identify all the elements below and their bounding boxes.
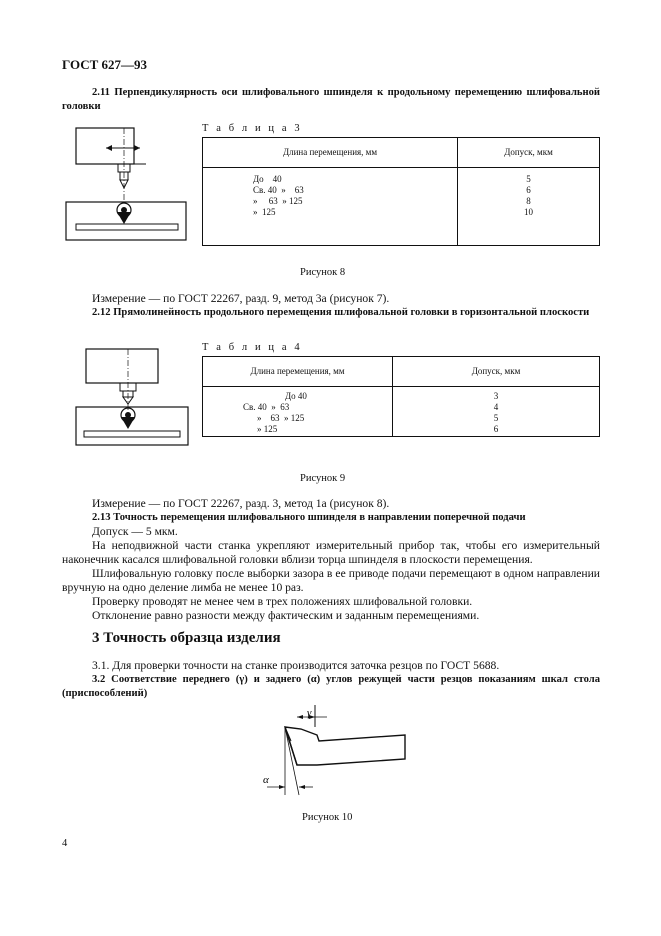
table-row: 6: [493, 424, 499, 434]
section-3-heading: 3 Точность образца изделия: [92, 630, 281, 646]
table-row: 6: [526, 185, 531, 195]
measurement-2-12: Измерение — по ГОСТ 22267, разд. 3, метод 1а (рисунок 8).: [92, 497, 390, 510]
section-2-13-paragraph-4: Отклонение равно разности между фактическим и заданным перемещениями.: [92, 609, 480, 622]
measurement-2-11: Измерение — по ГОСТ 22267, разд. 9, метод 3а (рисунок 7).: [92, 292, 390, 305]
figure-8-drawing: [62, 128, 202, 258]
table-row: До 40: [253, 174, 282, 184]
section-2-12-title: 2.12 Прямолинейность продольного перемещения шлифовальной головки в горизонтальной плоскости: [92, 307, 590, 318]
table-row: 5: [493, 413, 499, 423]
figure-9-caption: Рисунок 9: [300, 473, 346, 484]
figure-10-drawing: [255, 705, 415, 805]
section-2-13-title: 2.13 Точность перемещения шлифовального шпинделя в направлении поперечной подачи: [92, 512, 526, 523]
table-row: До 40: [285, 391, 307, 401]
figure-9-drawing: [62, 349, 202, 459]
table-row: 3: [493, 391, 499, 401]
table-4-header-length: Длина перемещения, мм: [203, 357, 393, 387]
table-3-length-cell: [203, 168, 458, 246]
table-4-tolerance-cell: [393, 387, 600, 437]
section-2-13-paragraph-3: Проверку проводят не менее чем в трех положениях шлифовальной головки.: [92, 595, 473, 608]
table-4-length-cell: [203, 387, 393, 437]
table-4-caption: Т а б л и ц а 4: [202, 342, 303, 353]
section-3-1-text: 3.1. Для проверки точности на станке производится заточка резцов по ГОСТ 5688.: [92, 659, 500, 672]
table-row: » 63 » 125: [257, 413, 305, 423]
section-2-13-paragraph-1: На неподвижной части станка укрепляют измерительный прибор так, чтобы его измерительный наконечник касался шлифовальной головки вблизи торца шпинделя в плоскости перемещения.: [62, 539, 600, 566]
table-3-caption: Т а б л и ц а 3: [202, 123, 303, 134]
table-3-tolerance-cell: [458, 168, 600, 246]
table-3-header-tolerance: Допуск, мкм: [458, 138, 600, 168]
table-3-header-length: Длина перемещения, мм: [203, 138, 458, 168]
table-4: [202, 356, 600, 437]
table-row: 10: [524, 207, 533, 217]
table-4-header-tolerance: Допуск, мкм: [393, 357, 600, 387]
table-row: » 63 » 125: [253, 196, 303, 206]
gamma-label: γ: [307, 707, 312, 719]
section-2-11-title: 2.11 Перпендикулярность оси шлифовального шпинделя к продольному перемещению шлифовальной головки: [62, 87, 600, 112]
table-row: Св. 40 » 63: [253, 185, 304, 195]
table-row: 5: [526, 174, 531, 184]
alpha-label: α: [263, 774, 269, 786]
table-row: 8: [526, 196, 531, 206]
section-2-13-paragraph-2: Шлифовальную головку после выборки зазора в ее приводе подачи перемещают в одном направлении вручную на одно деление лимба не менее 10 раз.: [62, 567, 600, 594]
table-3: [202, 137, 600, 246]
figure-8-caption: Рисунок 8: [300, 267, 346, 278]
table-row: » 125: [253, 207, 276, 217]
table-row: 4: [493, 402, 499, 412]
table-row: » 125: [257, 424, 278, 434]
table-row: Св. 40 » 63: [243, 402, 290, 412]
document-header: ГОСТ 627—93: [62, 57, 148, 72]
section-3-2-title: 3.2 Соответствие переднего (γ) и заднего (α) углов режущей части резцов показаниям шкал стола (приспособлений): [62, 674, 600, 699]
page-number: 4: [62, 838, 68, 849]
figure-10-caption: Рисунок 10: [302, 812, 353, 823]
section-2-13-tolerance: Допуск — 5 мкм.: [92, 525, 178, 538]
